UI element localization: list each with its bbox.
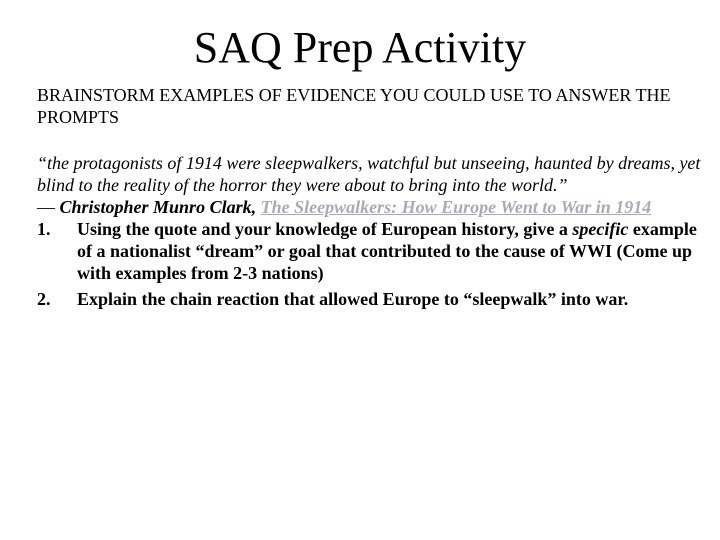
book-title-link[interactable]: The Sleepwalkers: How Europe Went to War in 1914: [260, 197, 652, 217]
prompt-emphasis: specific: [572, 219, 629, 239]
slide-title: SAQ Prep Activity: [193, 23, 527, 72]
prompt-number: 1.: [37, 219, 51, 239]
prompt-text-continued: example of a nationalist “dream” or goal that contributed to the cause of WWI (Come up with examples from 2-3 nations): [77, 219, 697, 283]
prompt-item-1: [37, 218, 705, 284]
prompt-text: Using the quote and your knowledge of European history, give a: [77, 219, 573, 239]
instructions-text: BRAINSTORM EXAMPLES OF EVIDENCE YOU COULD USE TO ANSWER THE PROMPTS: [37, 85, 671, 127]
attribution-dash: —: [37, 197, 60, 217]
prompt-list: [37, 218, 705, 310]
slide-body: [37, 84, 705, 314]
prompt-text: Explain the chain reaction that allowed Europe to “sleepwalk” into war.: [77, 289, 629, 309]
quote-text: “the protagonists of 1914 were sleepwalkers, watchful but unseeing, haunted by dreams, yet blind to the reality of the horror they were about to bring into the world.”: [37, 153, 701, 195]
prompt-item-2: [37, 288, 705, 310]
attribution-author: Christopher Munro Clark,: [59, 197, 257, 217]
prompt-number: 2.: [37, 289, 51, 309]
quote-attribution: [37, 196, 705, 218]
